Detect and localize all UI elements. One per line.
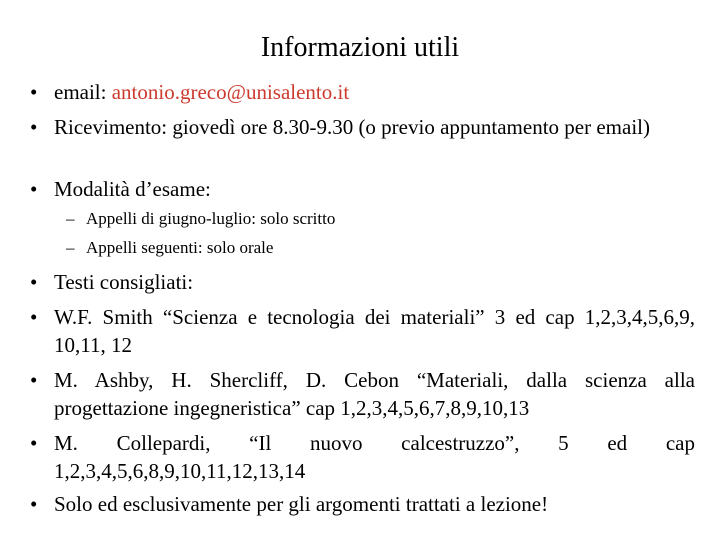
list-item-book-collepardi: [30, 429, 695, 485]
dash-icon: –: [66, 209, 75, 228]
bullet-icon: •: [30, 368, 38, 392]
note-text: Solo ed esclusivamente per gli argomenti trattati a lezione!: [54, 492, 549, 516]
book-text: M. Ashby, H. Shercliff, D. Cebon “Materiali, dalla scienza alla progettazione ingegneristica” cap 1,2,3,4,5,6,7,8,9,10,13: [54, 368, 695, 420]
bullet-icon: •: [30, 431, 38, 455]
list-item-book-ashby: [30, 366, 695, 422]
book-text: M. Collepardi, “Il nuovo calcestruzzo”, 5 ed cap 1,2,3,4,5,6,8,9,10,11,12,13,14: [54, 431, 695, 483]
sub-item-text: Appelli di giugno-luglio: solo scritto: [86, 209, 336, 228]
dash-icon: –: [66, 238, 75, 257]
sub-item-text: Appelli seguenti: solo orale: [86, 238, 274, 257]
sub-item-appelli-seguenti: [66, 236, 686, 260]
bullet-icon: •: [30, 177, 38, 201]
email-link[interactable]: antonio.greco@unisalento.it: [111, 80, 350, 104]
list-item-email: [30, 78, 695, 106]
list-item-ricevimento: [30, 113, 695, 141]
list-item-note: [30, 490, 695, 518]
list-item-book-smith: [30, 303, 695, 359]
bullet-icon: •: [30, 492, 38, 516]
ricevimento-text: Ricevimento: giovedì ore 8.30-9.30 (o previo appuntamento per email): [54, 115, 650, 139]
bullet-icon: •: [30, 80, 38, 104]
book-text: W.F. Smith “Scienza e tecnologia dei materiali” 3 ed cap 1,2,3,4,5,6,9, 10,11, 12: [54, 305, 695, 357]
bullet-icon: •: [30, 115, 38, 139]
bullet-icon: •: [30, 270, 38, 294]
slide-title: Informazioni utili: [260, 32, 460, 63]
testi-label: Testi consigliati:: [54, 270, 194, 294]
list-item-testi: [30, 268, 695, 296]
sub-item-appelli-giugno: [66, 207, 686, 231]
email-line: [54, 78, 695, 106]
email-label: email:: [54, 80, 112, 104]
bullet-icon: •: [30, 305, 38, 329]
list-item-modalita: [30, 175, 695, 203]
modalita-label: Modalità d’esame:: [54, 177, 211, 201]
